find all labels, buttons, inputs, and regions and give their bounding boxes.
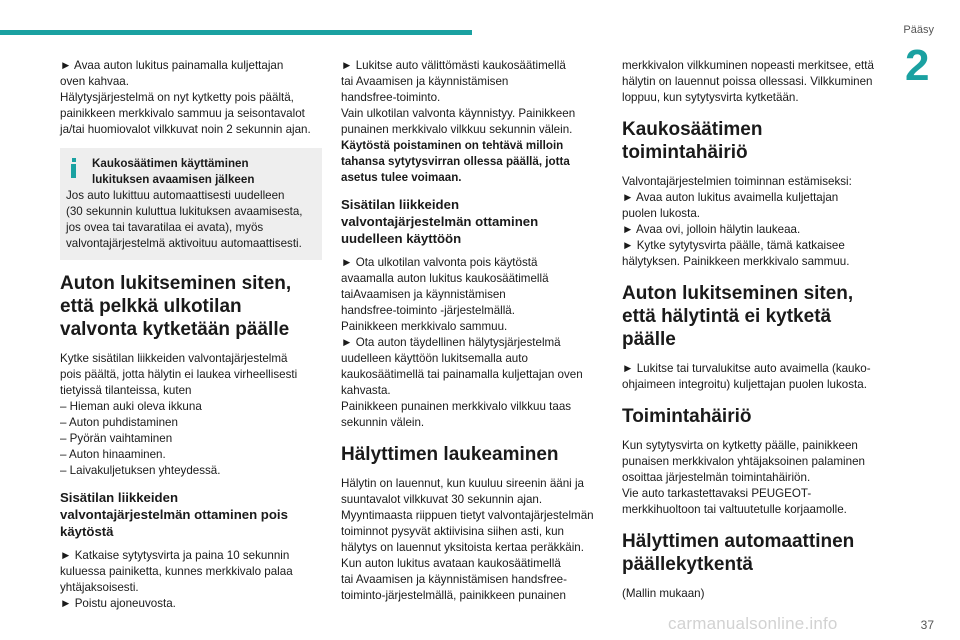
text-line: Kytke sisätilan liikkeiden valvontajärjestelmä (60, 352, 288, 365)
text-line: ► Avaa auton lukitus painamalla kuljettajan (60, 59, 284, 72)
text-line: ► Ota auton täydellinen hälytysjärjestelmä (341, 336, 561, 349)
text-line: päällekytkentä (622, 554, 753, 575)
text-line: toimintahäiriö (622, 142, 748, 163)
chapter-number: 2 (905, 41, 930, 90)
column-2 (341, 58, 603, 614)
heading-auto-activation (622, 530, 886, 576)
text-line: tai Avaamisen ja käynnistämisen (341, 75, 509, 88)
text-line: ► Lukitse auto välittömästi kaukosäätimellä (341, 59, 566, 72)
text-line: hälytyksen. Painikkeen merkkivalo sammuu. (622, 255, 850, 268)
text-line: ohjaimeen integroitu) kuljettajan puolen lukosta. (622, 378, 867, 391)
text-line: tai Avaamisen ja käynnistämisen handsfree- (341, 573, 567, 586)
paragraph-disable-steps (60, 548, 322, 612)
text-line: kaukosäätimellä tai painamalla kuljettajan oven (341, 368, 583, 381)
text-line: ja/tai huomiovalot vilkkuvat noin 2 sekunnin ajan. (60, 123, 311, 136)
text-line: – Auton hinaaminen. (60, 448, 166, 461)
text-line: pois päältä, jotta hälytin ei laukea virheellisesti (60, 368, 298, 381)
text-line: valvontajärjestelmän ottaminen (341, 214, 539, 229)
text-line: valvontajärjestelmän ottaminen pois (60, 507, 288, 522)
text-line: Kaukosäätimen käyttäminen (92, 157, 249, 170)
text-line: Jos auto lukittuu automaattisesti uudelleen (66, 189, 285, 202)
text-line: Kaukosäätimen (622, 119, 763, 140)
text-line: ► Kytke sytytysvirta päälle, tämä katkaisee (622, 239, 845, 252)
text-line: Hälytin on lauennut, kun kuuluu sireenin ääni ja (341, 477, 584, 490)
paragraph-malfunction (622, 438, 886, 518)
section-title: Pääsy (903, 24, 934, 36)
column-1 (60, 58, 322, 622)
text-line: Käytöstä poistaminen on tehtävä milloin (341, 139, 564, 152)
heading-remote-malfunction (622, 118, 886, 164)
text-line: – Pyörän vaihtaminen (60, 432, 173, 445)
paragraph-lock-immediately (341, 58, 603, 138)
text-line: taiAvaamisen ja käynnistämisen (341, 288, 506, 301)
subheading-reenable-interior (341, 196, 603, 247)
paragraph-deactivate-interior (60, 351, 322, 479)
text-line: valvonta kytketään päälle (60, 319, 290, 340)
text-line: ► Avaa auton lukitus avaimella kuljettajan (622, 191, 839, 204)
text-line: yhtäjaksoisesti. (60, 581, 139, 594)
text-line: Painikkeen punainen merkkivalo vilkkuu taas (341, 400, 572, 413)
text-line: merkkivalon vilkkuminen nopeasti merkitsee, että (622, 59, 874, 72)
paragraph-bold-note (341, 138, 603, 186)
text-line: punaisen merkkivalon yhtäjaksoinen palaminen (622, 455, 865, 468)
text-line: punainen merkkivalo vilkkuu sekunnin välein. (341, 123, 573, 136)
text-line: Kun sytytysvirta on kytketty päälle, painikkeen (622, 439, 858, 452)
text-line: merkkihuoltoon tai valtuutetulle korjaamolle. (622, 503, 847, 516)
text-line: oven kahvaa. (60, 75, 129, 88)
text-line: ► Lukitse tai turvalukitse auto avaimella (kauko- (622, 362, 871, 375)
text-line: avaamalla auton lukitus kaukosäätimellä (341, 272, 549, 285)
page-number: 37 (920, 618, 934, 632)
text-line: – Hieman auki oleva ikkuna (60, 400, 202, 413)
text-line: kahvasta. (341, 384, 391, 397)
text-line: Sisätilan liikkeiden (60, 490, 179, 505)
heading-malfunction (622, 405, 886, 428)
text-line: handsfree-toiminto -järjestelmällä. (341, 304, 515, 317)
text-line: jos ovea tai tavaratilaa ei avata), myös (66, 221, 264, 234)
text-line: toiminto-järjestelmällä, painikkeen punainen (341, 589, 566, 602)
header-accent-bar (0, 30, 472, 35)
text-line: lukituksen avaamisen jälkeen (92, 173, 255, 186)
info-body (66, 188, 316, 252)
text-line: Sisätilan liikkeiden (341, 197, 460, 212)
text-line: päälle (622, 329, 676, 350)
paragraph-reenable-steps (341, 255, 603, 431)
paragraph-alarm-triggered (341, 476, 603, 604)
paragraph-alarm-continued (622, 58, 886, 106)
text-line: hälytin on lauennut poissa ollessasi. Vilkkuminen (622, 75, 873, 88)
text-line: Hälytysjärjestelmä on nyt kytketty pois päältä, (60, 91, 294, 104)
text-line: Kun auton lukitus avataan kaukosäätimellä (341, 557, 561, 570)
text-line: ► Avaa ovi, jolloin hälytin laukeaa. (622, 223, 801, 236)
text-line: asetus tulee voimaan. (341, 171, 462, 184)
text-line: suuntavalot vilkkuvat 30 sekunnin ajan. (341, 493, 543, 506)
info-icon (68, 158, 80, 178)
text-line: hälytys on lauennut yksitoista kertaa peräkkäin. (341, 541, 584, 554)
text-line: loppuu, kun sytytysvirta kytketään. (622, 91, 799, 104)
text-line: Painikkeen merkkivalo sammuu. (341, 320, 508, 333)
text-line: painikkeen merkkivalo sammuu ja seisontavalot (60, 107, 305, 120)
text-line: Hälyttimen laukeaminen (341, 444, 559, 465)
paragraph-model-dependent (622, 586, 886, 602)
info-title (66, 156, 316, 188)
paragraph-unlock (60, 58, 322, 138)
text-line: Auton lukitseminen siten, (60, 273, 292, 294)
text-line: handsfree-toiminto. (341, 91, 441, 104)
watermark: carmanualsonline.info (668, 614, 838, 633)
text-line: osoittaa järjestelmän toimintahäiriön. (622, 471, 811, 484)
text-line: ► Ota ulkotilan valvonta pois käytöstä (341, 256, 538, 269)
text-line: tietyissä tilanteissa, kuten (60, 384, 192, 397)
info-box (60, 148, 322, 260)
heading-alarm-triggered (341, 443, 603, 466)
text-line: Myyntimaasta riippuen tietyt valvontajärjestelmän (341, 509, 594, 522)
text-line: Toimintahäiriö (622, 406, 752, 427)
text-line: käytöstä (60, 524, 114, 539)
paragraph-lock-without-alarm (622, 361, 886, 393)
text-line: Valvontajärjestelmien toiminnan estämiseksi: (622, 175, 852, 188)
text-line: tahansa sytytysvirran ollessa päällä, jotta (341, 155, 570, 168)
text-line: (Mallin mukaan) (622, 587, 705, 600)
text-line: sekunnin välein. (341, 416, 425, 429)
column-3 (622, 58, 886, 612)
text-line: – Auton puhdistaminen (60, 416, 178, 429)
text-line: kuluessa painiketta, kunnes merkkivalo palaa (60, 565, 293, 578)
text-line: että hälytintä ei kytketä (622, 306, 832, 327)
paragraph-remote-malfunction (622, 174, 886, 270)
text-line: ► Poistu ajoneuvosta. (60, 597, 176, 610)
text-line: Hälyttimen automaattinen (622, 531, 855, 552)
text-line: toiminnot pysyvät aktiivisina siihen asti, kun (341, 525, 564, 538)
text-line: puolen lukosta. (622, 207, 700, 220)
text-line: valvontajärjestelmä aktivoituu automaattisesti. (66, 237, 302, 250)
text-line: että pelkkä ulkotilan (60, 296, 242, 317)
heading-exterior-only (60, 272, 322, 341)
text-line: uudelleen käyttöön lukitsemalla auto (341, 352, 528, 365)
text-line: – Laivakuljetuksen yhteydessä. (60, 464, 221, 477)
subheading-disable-interior (60, 489, 322, 540)
heading-lock-without-alarm (622, 282, 886, 351)
text-line: Vain ulkotilan valvonta käynnistyy. Painikkeen (341, 107, 576, 120)
text-line: Vie auto tarkastettavaksi PEUGEOT- (622, 487, 812, 500)
text-line: Auton lukitseminen siten, (622, 283, 854, 304)
text-line: ► Katkaise sytytysvirta ja paina 10 sekunnin (60, 549, 290, 562)
text-line: uudelleen käyttöön (341, 231, 462, 246)
text-line: (30 sekunnin kuluttua lukituksen avaamisesta, (66, 205, 303, 218)
